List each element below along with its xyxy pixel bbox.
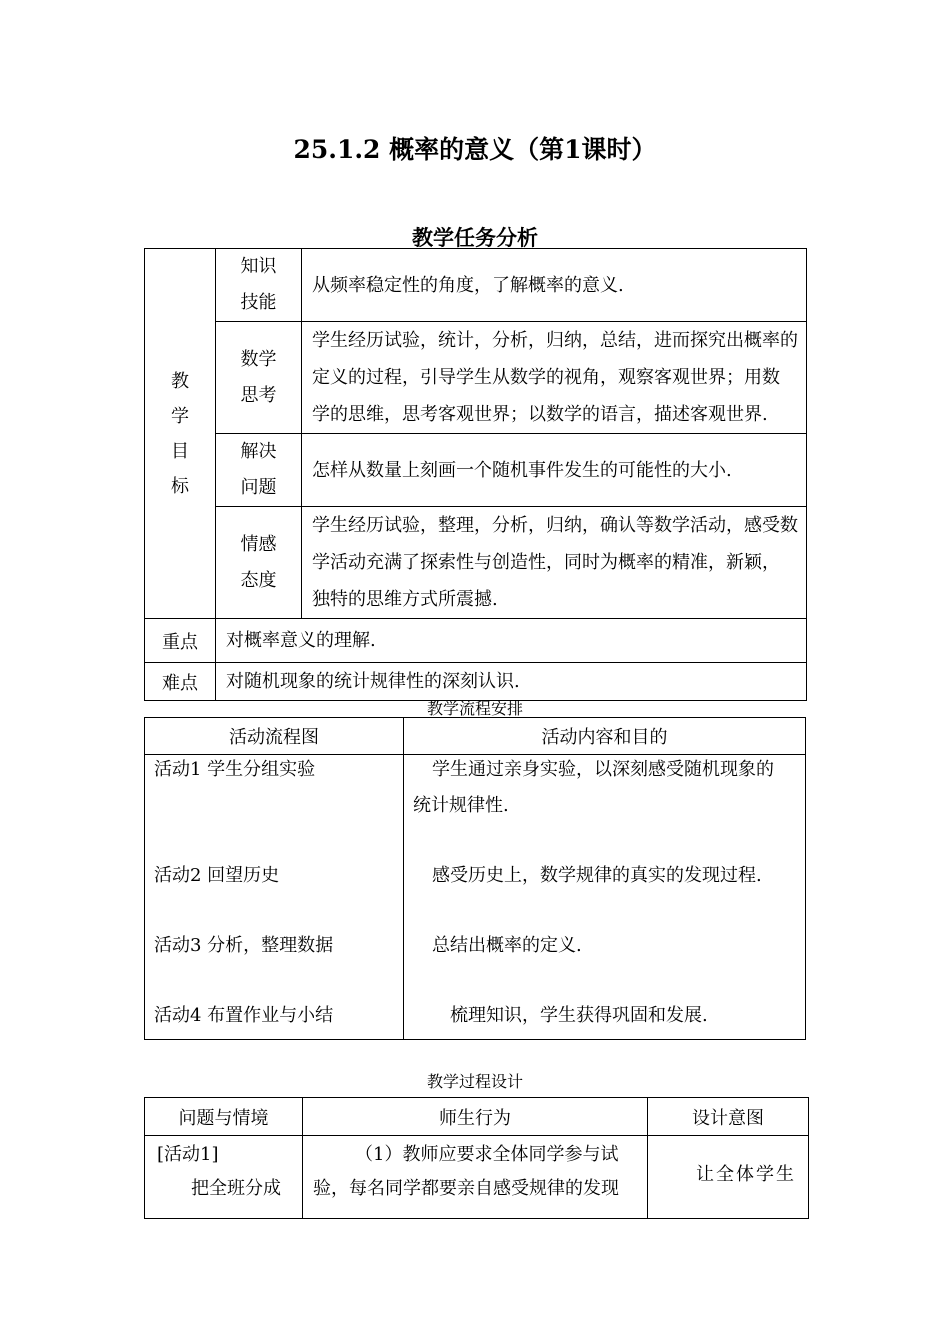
process-header: 设计意图 xyxy=(648,1098,809,1136)
activity-name: 活动4 布置作业与小结 xyxy=(154,1005,334,1026)
goal-category-line: 技能 xyxy=(240,292,277,313)
flow-caption: 教学流程安排 xyxy=(426,699,523,718)
goal-text-line: 独特的思维方式所震撼. xyxy=(312,589,498,610)
activity-purpose: 感受历史上，数学规律的真实的发现过程. xyxy=(432,865,762,886)
goal-category-line: 思考 xyxy=(240,384,277,406)
goal-category-line: 态度 xyxy=(240,569,277,591)
goal-text-line: 定义的过程，引导学生从数学的视角，观察客观世界；用数 xyxy=(312,367,780,388)
key-point-text: 对概率意义的理解. xyxy=(216,619,807,663)
flow-header-left: 活动流程图 xyxy=(145,718,404,755)
goal-text: 怎样从数量上刻画一个随机事件发生的可能性的大小. xyxy=(302,434,807,507)
activity-name: 活动3 分析，整理数据 xyxy=(154,935,334,956)
goal-text: 从频率稳定性的角度，了解概率的意义. xyxy=(302,249,807,322)
goal-category-line: 问题 xyxy=(240,477,277,498)
goal-category-label xyxy=(216,249,302,322)
page-title: 25.1.2 概率的意义（第1课时） xyxy=(293,135,657,164)
goal-category-line: 数学 xyxy=(240,348,277,370)
analysis-table xyxy=(144,248,807,701)
flow-header-right: 活动内容和目的 xyxy=(404,718,806,755)
process-situation-line: [活动1] xyxy=(157,1144,219,1165)
activity-purpose: 总结出概率的定义. xyxy=(432,935,582,956)
goal-text-line: 学生经历试验，统计，分析，归纳，总结，进而探究出概率的 xyxy=(312,330,798,351)
goal-category-line: 情感 xyxy=(240,533,277,555)
process-situation-cell xyxy=(145,1136,303,1219)
difficulty-label: 难点 xyxy=(145,663,216,701)
analysis-heading: 教学任务分析 xyxy=(412,225,538,250)
activity-purpose: 梳理知识，学生获得巩固和发展. xyxy=(450,1005,708,1026)
goal-category-label xyxy=(216,434,302,507)
process-action-line: （1）教师应要求全体同学参与试 xyxy=(355,1144,619,1165)
activity-purpose: 学生通过亲身实验，以深刻感受随机现象的 xyxy=(432,759,774,780)
goal-category-line: 解决 xyxy=(240,441,277,462)
flow-purposes-cell xyxy=(404,755,806,1040)
goal-label-cell xyxy=(145,249,216,619)
goal-text-line: 学生经历试验，整理，分析，归纳，确认等数学活动，感受数 xyxy=(312,515,798,536)
goal-category-label xyxy=(216,322,302,434)
goal-text-line: 学的思维，思考客观世界；以数学的语言，描述客观世界. xyxy=(312,404,768,425)
difficulty-text: 对随机现象的统计规律性的深刻认识. xyxy=(216,663,807,701)
process-intent-cell xyxy=(648,1136,809,1219)
flow-table xyxy=(144,717,806,1040)
goal-text xyxy=(302,507,807,619)
process-action-line: 验，每名同学都要亲自感受规律的发现 xyxy=(313,1178,619,1199)
goal-label-char: 教 xyxy=(171,370,189,392)
process-intent-line: 让全体学生 xyxy=(696,1164,796,1185)
goal-category-line: 知识 xyxy=(240,256,277,277)
activity-purpose: 统计规律性. xyxy=(413,795,509,816)
activity-name: 活动2 回望历史 xyxy=(154,865,280,886)
goal-label-char: 标 xyxy=(171,475,189,497)
process-action-cell xyxy=(303,1136,648,1219)
goal-text-line: 学活动充满了探索性与创造性，同时为概率的精准，新颖， xyxy=(312,552,780,573)
process-table xyxy=(144,1097,809,1219)
process-situation-line: 把全班分成 xyxy=(191,1178,281,1199)
activity-name: 活动1 学生分组实验 xyxy=(154,759,316,780)
goal-text xyxy=(302,322,807,434)
flow-activities-cell xyxy=(145,755,404,1040)
process-caption: 教学过程设计 xyxy=(426,1072,523,1091)
process-header: 问题与情境 xyxy=(145,1098,303,1136)
goal-label-char: 目 xyxy=(171,440,189,462)
key-point-label: 重点 xyxy=(145,619,216,663)
goal-label-char: 学 xyxy=(171,405,189,427)
goal-category-label xyxy=(216,507,302,619)
process-header: 师生行为 xyxy=(303,1098,648,1136)
